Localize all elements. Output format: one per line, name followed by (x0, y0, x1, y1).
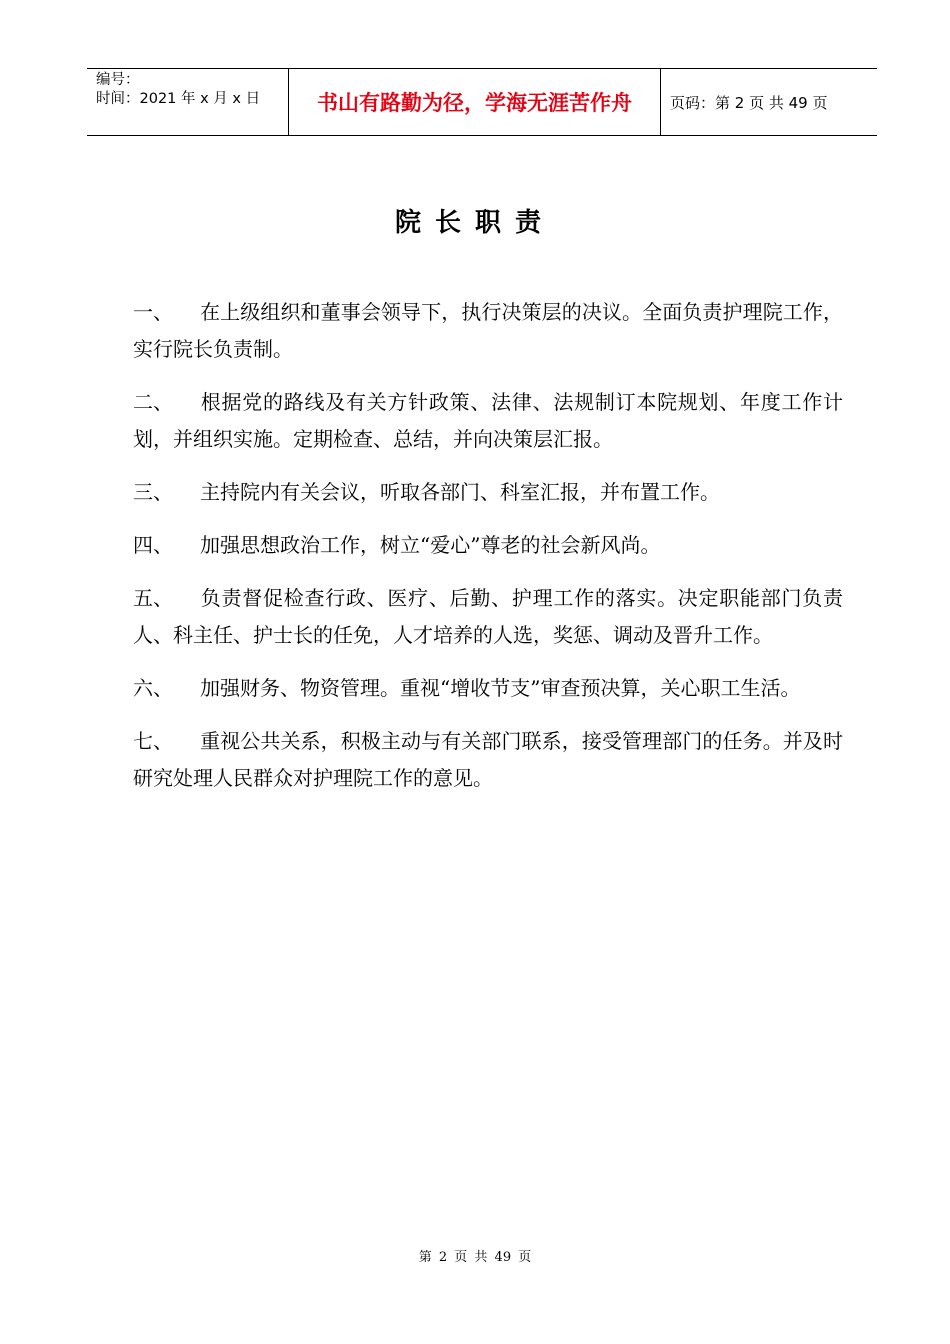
duty-item (133, 723, 843, 797)
duty-text: 主持院内有关会议，听取各部门、科室汇报，并布置工作。 (200, 480, 720, 504)
duty-item (133, 294, 843, 368)
document-title: 院长职责 (394, 208, 555, 238)
duty-item (133, 474, 843, 511)
duty-text: 加强财务、物资管理。重视“增收节支”审查预决算，关心职工生活。 (200, 676, 801, 700)
page-footer: 第 2 页 共 49 页 (418, 1250, 532, 1265)
duty-number: 七、 (133, 729, 173, 753)
duty-text: 重视公共关系，积极主动与有关部门联系，接受管理部门的任务。并及时研究处理人民群众对护理院工作的意见。 (133, 729, 843, 790)
duty-item (133, 384, 843, 458)
page-header (87, 68, 877, 136)
header-slogan: 书山有路勤为径，学海无涯苦作舟 (317, 91, 632, 115)
duty-number: 六、 (133, 676, 173, 700)
document-body (133, 294, 843, 813)
duty-number: 一、 (133, 300, 173, 324)
duty-text: 加强思想政治工作，树立“爱心”尊老的社会新风尚。 (200, 533, 661, 557)
duty-item (133, 527, 843, 564)
duty-item (133, 580, 843, 654)
document-time-label: 时间：2021 年 x 月 x 日 (96, 91, 261, 107)
duty-item (133, 670, 843, 707)
duty-text: 在上级组织和董事会领导下，执行决策层的决议。全面负责护理院工作，实行院长负责制。 (133, 300, 843, 361)
header-slogan-cell (288, 69, 661, 135)
duty-number: 五、 (133, 586, 173, 610)
header-page-info: 页码：第 2 页 共 49 页 (670, 93, 828, 112)
duty-number: 四、 (133, 533, 173, 557)
duty-text: 负责督促检查行政、医疗、后勤、护理工作的落实。决定职能部门负责人、科主任、护士长的任免，人才培养的人选，奖惩、调动及晋升工作。 (133, 586, 843, 647)
duty-text: 根据党的路线及有关方针政策、法律、法规制订本院规划、年度工作计划，并组织实施。定期检查、总结，并向决策层汇报。 (133, 390, 843, 451)
duty-number: 二、 (133, 390, 173, 414)
header-meta (87, 69, 288, 135)
duty-number: 三、 (133, 480, 173, 504)
document-number-label: 编号： (96, 72, 140, 88)
